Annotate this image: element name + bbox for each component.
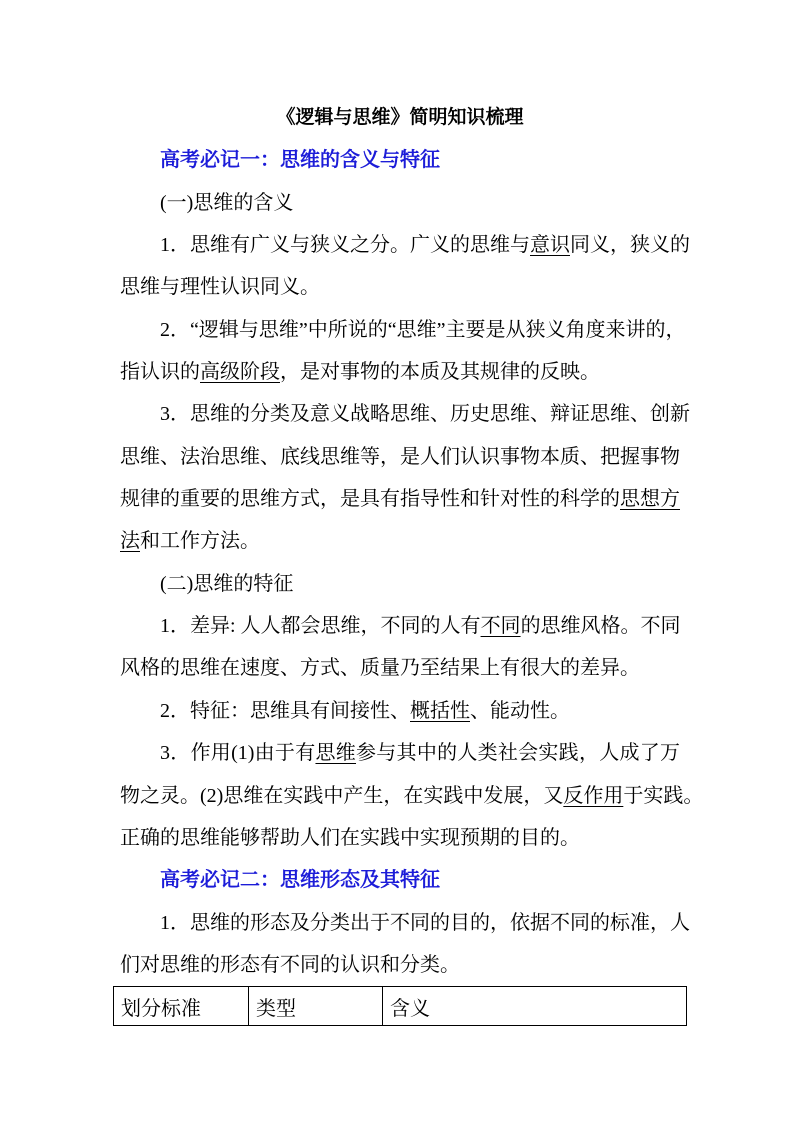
text-line [120, 902, 690, 944]
text-line [120, 436, 680, 478]
underlined-term: 思维 [315, 742, 357, 765]
text-line [120, 690, 680, 732]
document-body [120, 97, 704, 986]
underlined-term: 概括性 [410, 699, 470, 722]
text-run: 1．思维有广义与狭义之分。广义的思维与 [160, 234, 530, 257]
document-title: 《逻辑与思维》简明知识梳理 [276, 107, 524, 128]
section-heading: 高考必记二：思维形态及其特征 [160, 869, 440, 892]
paragraph [120, 309, 686, 394]
text-line [120, 605, 680, 647]
text-run: ，是对事物的本质及其规律的反映。 [280, 361, 600, 384]
subsection-label: (一)思维的含义 [160, 191, 294, 214]
section-1 [120, 139, 704, 859]
table-header-type: 类型 [249, 987, 383, 1026]
table-header-meaning: 含义 [383, 987, 687, 1026]
text-run: 2．“逻辑与思维”中所说的“思维”主要是从狭义角度来讲的， [160, 318, 686, 341]
classification-table [113, 986, 687, 1026]
underlined-term: 不同 [480, 615, 521, 638]
paragraph [120, 605, 680, 690]
text-run: 风格的思维在速度、方式、质量乃至结果上有很大的差异。 [120, 657, 640, 680]
underlined-term: 意识 [530, 234, 570, 257]
text-run: 、能动性。 [470, 699, 570, 722]
text-run: 思维与理性认识同义。 [120, 276, 320, 299]
section-2 [120, 859, 690, 986]
underlined-term: 思想方 [620, 488, 680, 511]
text-run: 1．差异: 人人都会思维，不同的人有 [160, 615, 481, 638]
text-run: 1．思维的形态及分类出于不同的目的，依据不同的标准，人 [160, 911, 690, 934]
text-run: 2．特征：思维具有间接性、 [160, 699, 410, 722]
text-line [120, 732, 680, 774]
underlined-term: 高级阶段 [200, 361, 280, 384]
text-run: 们对思维的形态有不同的认识和分类。 [120, 953, 460, 976]
text-line [120, 817, 680, 859]
text-line [120, 478, 680, 520]
section-heading: 高考必记一：思维的含义与特征 [160, 149, 440, 172]
text-line [120, 266, 680, 308]
text-line [120, 351, 680, 393]
text-line [120, 224, 690, 266]
text-line [120, 944, 680, 986]
text-line [120, 775, 704, 817]
text-run: 物之灵。(2)思维在实践中产生，在实践中发展，又 [120, 784, 564, 807]
text-run: 规律的重要的思维方式，是具有指导性和针对性的科学的 [120, 488, 620, 511]
text-line [120, 393, 690, 435]
text-run: 正确的思维能够帮助人们在实践中实现预期的目的。 [120, 826, 580, 849]
subsection-label: (二)思维的特征 [160, 572, 294, 595]
paragraph [120, 732, 704, 859]
underlined-term: 反作用 [563, 784, 624, 807]
document-sections [120, 139, 704, 986]
underlined-term: 法 [120, 530, 140, 553]
text-run: 同义，狭义的 [570, 234, 690, 257]
classification-table-wrapper [113, 986, 686, 1026]
text-run: 参与其中的人类社会实践，人成了万 [356, 742, 681, 765]
text-run: 的思维风格。不同 [520, 615, 681, 638]
paragraph [120, 902, 690, 987]
table-header-criterion: 划分标准 [114, 987, 249, 1026]
text-line [120, 309, 686, 351]
text-run: 3．作用(1)由于有 [160, 742, 316, 765]
text-line [120, 520, 680, 562]
text-line [120, 647, 680, 689]
text-run: 思维、法治思维、底线思维等，是人们认识事物本质、把握事物 [120, 445, 680, 468]
paragraph [120, 224, 690, 309]
text-run: 3．思维的分类及意义战略思维、历史思维、辩证思维、创新 [160, 403, 690, 426]
text-run: 指认识的 [120, 361, 200, 384]
paragraph [120, 690, 680, 732]
paragraph [120, 393, 690, 562]
text-run: 于实践。 [623, 784, 704, 807]
table-header-row [114, 987, 687, 1026]
text-run: 和工作方法。 [140, 530, 260, 553]
